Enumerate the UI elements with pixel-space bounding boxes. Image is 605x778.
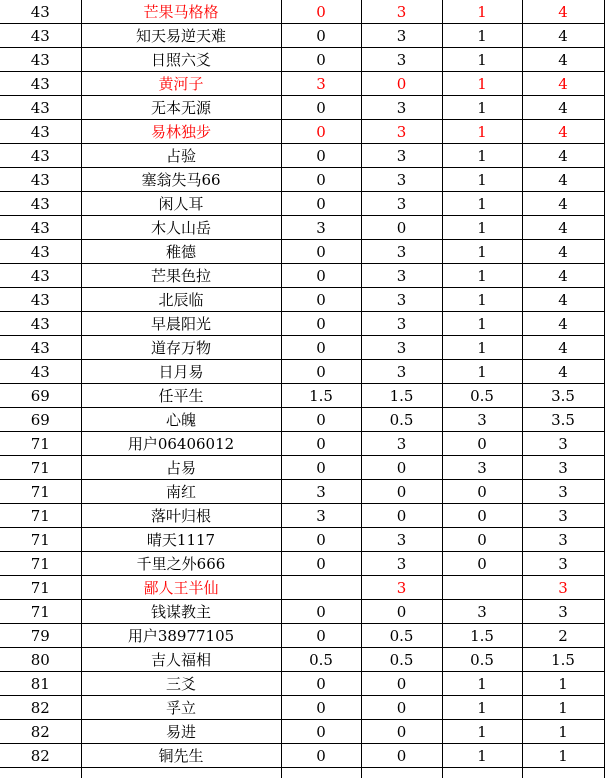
table-row <box>0 312 604 336</box>
score-a-cell: 0 <box>281 168 361 192</box>
score-c-cell: 1 <box>442 288 522 312</box>
score-a-cell: 0 <box>281 120 361 144</box>
total-cell: 3 <box>522 504 604 528</box>
rank-cell: 43 <box>0 264 81 288</box>
table-row <box>0 528 604 552</box>
score-c-cell: 1 <box>442 168 522 192</box>
rank-cell: 43 <box>0 192 81 216</box>
name-cell: 千里之外666 <box>81 552 281 576</box>
score-c-cell: 3 <box>442 600 522 624</box>
score-c-cell: 1 <box>442 192 522 216</box>
table-row <box>0 216 604 240</box>
name-cell: 北辰临 <box>81 288 281 312</box>
table-row <box>0 696 604 720</box>
total-cell: 3 <box>522 480 604 504</box>
rank-cell: 71 <box>0 504 81 528</box>
score-b-cell: 0 <box>361 696 442 720</box>
total-cell: 1.5 <box>522 648 604 672</box>
score-b-cell: 0 <box>361 672 442 696</box>
empty-cell <box>0 768 81 778</box>
table-row <box>0 24 604 48</box>
rank-cell: 43 <box>0 96 81 120</box>
score-a-cell: 0 <box>281 144 361 168</box>
name-cell: 占易 <box>81 456 281 480</box>
rank-cell: 71 <box>0 480 81 504</box>
total-cell: 3 <box>522 576 604 600</box>
total-cell: 1 <box>522 672 604 696</box>
score-c-cell: 3 <box>442 408 522 432</box>
name-cell: 木人山岳 <box>81 216 281 240</box>
rank-cell: 43 <box>0 360 81 384</box>
rank-cell: 43 <box>0 120 81 144</box>
score-c-cell: 0 <box>442 528 522 552</box>
rank-cell: 43 <box>0 24 81 48</box>
score-b-cell: 3 <box>361 24 442 48</box>
score-c-cell: 1 <box>442 312 522 336</box>
score-b-cell: 3 <box>361 192 442 216</box>
total-cell: 4 <box>522 216 604 240</box>
rank-cell: 43 <box>0 336 81 360</box>
total-cell: 2 <box>522 624 604 648</box>
total-cell: 4 <box>522 48 604 72</box>
score-c-cell: 1 <box>442 360 522 384</box>
score-a-cell: 0 <box>281 48 361 72</box>
score-c-cell: 1 <box>442 0 522 24</box>
table-row <box>0 576 604 600</box>
score-a-cell: 0 <box>281 696 361 720</box>
score-b-cell: 3 <box>361 120 442 144</box>
score-a-cell: 0 <box>281 96 361 120</box>
score-b-cell: 3 <box>361 552 442 576</box>
rank-cell: 43 <box>0 312 81 336</box>
total-cell: 3 <box>522 552 604 576</box>
total-cell: 1 <box>522 720 604 744</box>
total-cell: 3 <box>522 528 604 552</box>
total-cell: 4 <box>522 288 604 312</box>
score-b-cell: 0.5 <box>361 648 442 672</box>
table-row <box>0 432 604 456</box>
rank-cell: 71 <box>0 432 81 456</box>
table-row <box>0 120 604 144</box>
score-a-cell: 1.5 <box>281 384 361 408</box>
score-a-cell: 3 <box>281 72 361 96</box>
total-cell: 3 <box>522 600 604 624</box>
table-row <box>0 384 604 408</box>
total-cell: 4 <box>522 96 604 120</box>
score-b-cell: 3 <box>361 0 442 24</box>
score-a-cell: 0 <box>281 264 361 288</box>
score-b-cell: 0 <box>361 720 442 744</box>
rank-cell: 43 <box>0 144 81 168</box>
total-cell: 4 <box>522 312 604 336</box>
score-a-cell: 0 <box>281 312 361 336</box>
rank-cell: 43 <box>0 0 81 24</box>
table-row <box>0 624 604 648</box>
rank-cell: 69 <box>0 408 81 432</box>
score-c-cell: 1 <box>442 744 522 768</box>
score-c-cell: 3 <box>442 456 522 480</box>
score-b-cell: 3 <box>361 288 442 312</box>
score-c-cell: 0 <box>442 432 522 456</box>
name-cell: 吉人福相 <box>81 648 281 672</box>
rank-cell: 82 <box>0 720 81 744</box>
total-cell: 3 <box>522 456 604 480</box>
score-b-cell: 3 <box>361 432 442 456</box>
score-b-cell: 0 <box>361 480 442 504</box>
score-b-cell: 3 <box>361 264 442 288</box>
score-b-cell: 1.5 <box>361 384 442 408</box>
score-b-cell: 0 <box>361 504 442 528</box>
score-b-cell: 3 <box>361 336 442 360</box>
score-b-cell: 3 <box>361 312 442 336</box>
total-cell: 4 <box>522 144 604 168</box>
table-row <box>0 168 604 192</box>
score-a-cell: 0 <box>281 456 361 480</box>
name-cell: 心魄 <box>81 408 281 432</box>
total-cell: 4 <box>522 24 604 48</box>
name-cell: 孚立 <box>81 696 281 720</box>
table-row <box>0 72 604 96</box>
rank-cell: 71 <box>0 576 81 600</box>
table-row <box>0 648 604 672</box>
table-row <box>0 744 604 768</box>
rank-cell: 71 <box>0 600 81 624</box>
name-cell: 用户06406012 <box>81 432 281 456</box>
score-a-cell: 0 <box>281 24 361 48</box>
score-a-cell: 0 <box>281 360 361 384</box>
name-cell: 易进 <box>81 720 281 744</box>
score-c-cell: 1.5 <box>442 624 522 648</box>
score-c-cell: 1 <box>442 264 522 288</box>
score-b-cell: 3 <box>361 360 442 384</box>
table-row <box>0 480 604 504</box>
total-cell: 1 <box>522 744 604 768</box>
score-c-cell: 1 <box>442 24 522 48</box>
rank-cell: 43 <box>0 168 81 192</box>
table-row <box>0 336 604 360</box>
table-row <box>0 504 604 528</box>
name-cell: 晴天1117 <box>81 528 281 552</box>
score-a-cell: 3 <box>281 504 361 528</box>
rank-cell: 69 <box>0 384 81 408</box>
score-b-cell: 0 <box>361 216 442 240</box>
score-a-cell: 0 <box>281 624 361 648</box>
score-a-cell: 0 <box>281 336 361 360</box>
name-cell: 芒果色拉 <box>81 264 281 288</box>
total-cell: 3 <box>522 432 604 456</box>
score-a-cell: 0 <box>281 528 361 552</box>
score-c-cell: 1 <box>442 120 522 144</box>
total-cell: 1 <box>522 696 604 720</box>
rank-cell: 71 <box>0 456 81 480</box>
rank-cell: 82 <box>0 744 81 768</box>
total-cell: 4 <box>522 0 604 24</box>
empty-cell <box>281 768 361 778</box>
score-c-cell: 1 <box>442 96 522 120</box>
empty-cell <box>522 768 604 778</box>
table-row <box>0 240 604 264</box>
score-c-cell: 0 <box>442 480 522 504</box>
name-cell: 铜先生 <box>81 744 281 768</box>
table-row <box>0 192 604 216</box>
name-cell: 三爻 <box>81 672 281 696</box>
score-a-cell: 3 <box>281 480 361 504</box>
score-a-cell: 0 <box>281 432 361 456</box>
rank-cell: 43 <box>0 288 81 312</box>
score-c-cell: 0.5 <box>442 648 522 672</box>
score-a-cell: 0 <box>281 672 361 696</box>
rank-cell: 80 <box>0 648 81 672</box>
table-row <box>0 552 604 576</box>
name-cell: 日月易 <box>81 360 281 384</box>
rank-cell: 43 <box>0 240 81 264</box>
name-cell: 鄙人王半仙 <box>81 576 281 600</box>
score-b-cell: 0 <box>361 600 442 624</box>
name-cell: 黄河子 <box>81 72 281 96</box>
rank-cell: 81 <box>0 672 81 696</box>
score-a-cell: 0.5 <box>281 648 361 672</box>
score-c-cell: 1 <box>442 48 522 72</box>
rank-cell: 71 <box>0 528 81 552</box>
score-b-cell: 3 <box>361 48 442 72</box>
score-b-cell: 3 <box>361 528 442 552</box>
name-cell: 知天易逆天难 <box>81 24 281 48</box>
total-cell: 3.5 <box>522 384 604 408</box>
name-cell: 南红 <box>81 480 281 504</box>
score-a-cell <box>281 576 361 600</box>
table-row <box>0 408 604 432</box>
score-b-cell: 3 <box>361 240 442 264</box>
score-c-cell: 1 <box>442 72 522 96</box>
score-a-cell: 0 <box>281 552 361 576</box>
score-b-cell: 0.5 <box>361 624 442 648</box>
table-row-partial <box>0 768 604 778</box>
total-cell: 4 <box>522 264 604 288</box>
rank-cell: 43 <box>0 72 81 96</box>
score-b-cell: 0.5 <box>361 408 442 432</box>
score-a-cell: 0 <box>281 600 361 624</box>
rank-cell: 79 <box>0 624 81 648</box>
total-cell: 4 <box>522 336 604 360</box>
name-cell: 闲人耳 <box>81 192 281 216</box>
name-cell: 钱谋教主 <box>81 600 281 624</box>
name-cell: 芒果马格格 <box>81 0 281 24</box>
rank-cell: 82 <box>0 696 81 720</box>
total-cell: 4 <box>522 72 604 96</box>
table-row <box>0 288 604 312</box>
score-b-cell: 3 <box>361 576 442 600</box>
score-c-cell: 1 <box>442 144 522 168</box>
table-row <box>0 48 604 72</box>
rank-cell: 71 <box>0 552 81 576</box>
table-row <box>0 0 604 24</box>
score-c-cell: 1 <box>442 720 522 744</box>
empty-cell <box>442 768 522 778</box>
name-cell: 落叶归根 <box>81 504 281 528</box>
name-cell: 用户38977105 <box>81 624 281 648</box>
rank-cell: 43 <box>0 216 81 240</box>
table-row <box>0 144 604 168</box>
rank-cell: 43 <box>0 48 81 72</box>
name-cell: 稚德 <box>81 240 281 264</box>
empty-cell <box>361 768 442 778</box>
name-cell: 易林独步 <box>81 120 281 144</box>
score-b-cell: 0 <box>361 744 442 768</box>
score-c-cell: 1 <box>442 336 522 360</box>
table-row <box>0 672 604 696</box>
name-cell: 任平生 <box>81 384 281 408</box>
score-a-cell: 3 <box>281 216 361 240</box>
total-cell: 4 <box>522 360 604 384</box>
name-cell: 早晨阳光 <box>81 312 281 336</box>
score-a-cell: 0 <box>281 240 361 264</box>
score-c-cell: 1 <box>442 672 522 696</box>
table-row <box>0 360 604 384</box>
name-cell: 日照六爻 <box>81 48 281 72</box>
score-c-cell: 0 <box>442 504 522 528</box>
score-b-cell: 3 <box>361 96 442 120</box>
name-cell: 占验 <box>81 144 281 168</box>
table-row <box>0 720 604 744</box>
score-c-cell: 1 <box>442 696 522 720</box>
table-row <box>0 264 604 288</box>
score-a-cell: 0 <box>281 288 361 312</box>
name-cell: 塞翁失马66 <box>81 168 281 192</box>
score-c-cell: 0 <box>442 552 522 576</box>
score-b-cell: 3 <box>361 144 442 168</box>
score-c-cell: 0.5 <box>442 384 522 408</box>
table-row <box>0 600 604 624</box>
name-cell: 道存万物 <box>81 336 281 360</box>
total-cell: 4 <box>522 168 604 192</box>
score-a-cell: 0 <box>281 744 361 768</box>
total-cell: 4 <box>522 240 604 264</box>
score-b-cell: 0 <box>361 72 442 96</box>
score-a-cell: 0 <box>281 0 361 24</box>
score-c-cell: 1 <box>442 240 522 264</box>
score-c-cell: 1 <box>442 216 522 240</box>
score-b-cell: 3 <box>361 168 442 192</box>
score-c-cell <box>442 576 522 600</box>
name-cell: 无本无源 <box>81 96 281 120</box>
score-b-cell: 0 <box>361 456 442 480</box>
total-cell: 3.5 <box>522 408 604 432</box>
score-a-cell: 0 <box>281 408 361 432</box>
table-row <box>0 456 604 480</box>
total-cell: 4 <box>522 192 604 216</box>
table-row <box>0 96 604 120</box>
empty-cell <box>81 768 281 778</box>
total-cell: 4 <box>522 120 604 144</box>
score-a-cell: 0 <box>281 720 361 744</box>
score-a-cell: 0 <box>281 192 361 216</box>
